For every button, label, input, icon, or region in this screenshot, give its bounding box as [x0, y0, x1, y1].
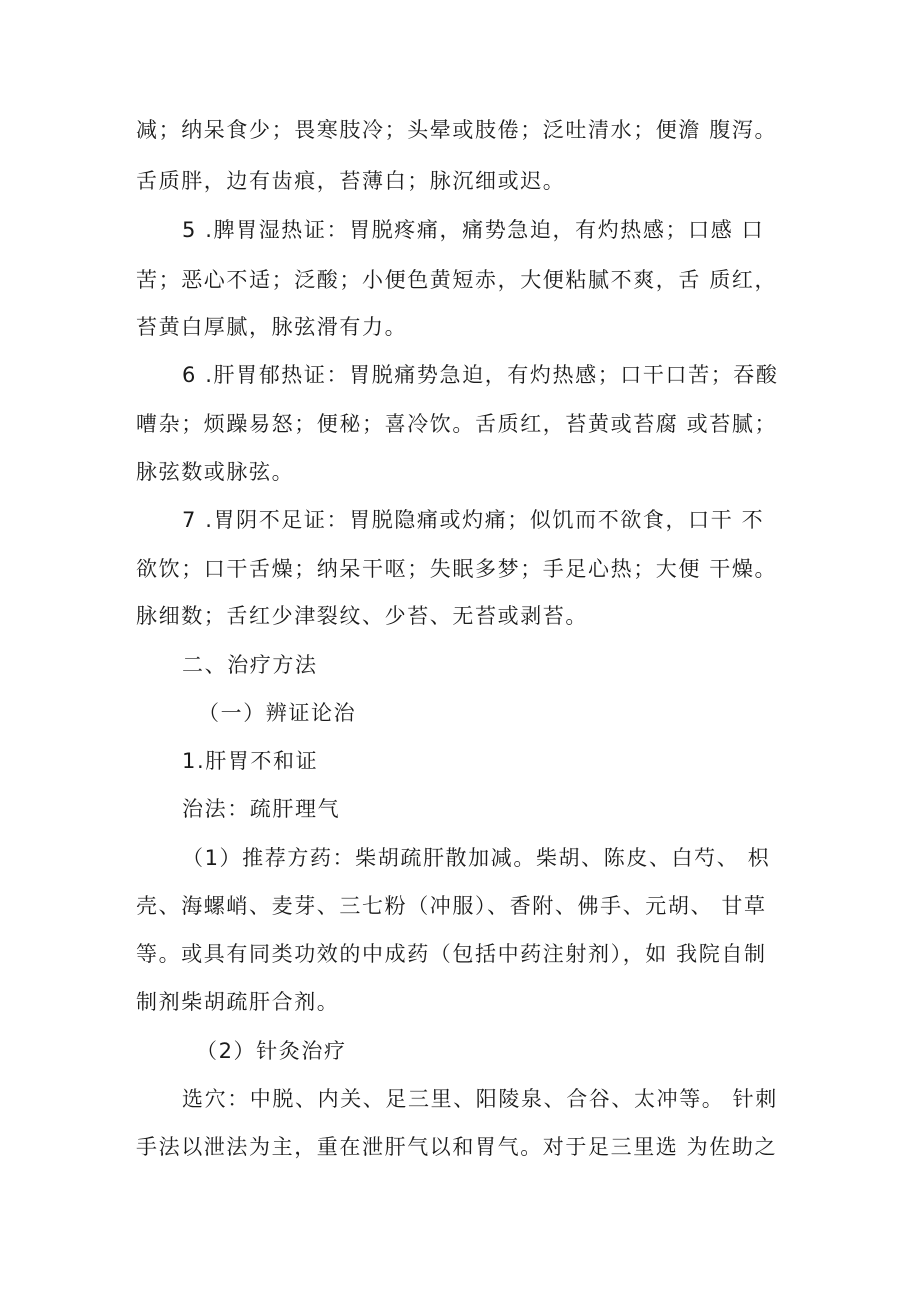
- text-line: 5 .脾胃湿热证：胃脱疼痛，痛势急迫，有灼热感；口感 口: [182, 218, 765, 242]
- item-heading: （2）针灸治疗: [196, 1039, 347, 1063]
- text-line: 治法：疏肝理气: [182, 797, 341, 821]
- text-line: 减；纳呆食少；畏寒肢冷；头晕或肢倦；泛吐清水；便澹 腹泻。: [136, 118, 778, 142]
- item-heading: 1.肝胃不和证: [182, 749, 319, 773]
- text-line: 脉弦数或脉弦。: [136, 460, 295, 484]
- section-heading: 二、治疗方法: [182, 653, 318, 677]
- text-line: 嘈杂；烦躁易怒；便秘；喜冷饮。舌质红，苔黄或苔腐 或苔腻；: [136, 412, 778, 436]
- text-line: 苔黄白厚腻，脉弦滑有力。: [136, 315, 408, 339]
- text-line: 6 .肝胃郁热证：胃脱痛势急迫，有灼热感；口干口苦；吞酸: [182, 363, 779, 387]
- subsection-heading: （一）辨证论治: [198, 701, 357, 725]
- text-line: 等。或具有同类功效的中成药（包括中药注射剂），如 我院自制: [136, 942, 767, 966]
- text-line: 制剂柴胡疏肝合剂。: [136, 990, 340, 1014]
- text-line: 选穴：中脱、内关、足三里、阳陵泉、合谷、太冲等。 针刺: [182, 1087, 778, 1111]
- text-line: 脉细数；舌红少津裂纹、少苔、无苔或剥苔。: [136, 604, 588, 628]
- text-line: 7 .胃阴不足证：胃脱隐痛或灼痛；似饥而不欲食，口干 不: [182, 508, 765, 532]
- text-line: （1）推荐方药：柴胡疏肝散加减。柴胡、陈皮、白芍、 枳: [182, 846, 771, 870]
- text-line: 苦；恶心不适；泛酸；小便色黄短赤，大便粘腻不爽，舌 质红，: [136, 268, 778, 292]
- text-line: 舌质胖，边有齿痕，苔薄白；脉沉细或迟。: [136, 169, 566, 193]
- text-line: 壳、海螺峭、麦芽、三七粉（冲服）、香附、佛手、元胡、 甘草: [136, 894, 767, 918]
- text-line: 手法以泄法为主，重在泄肝气以和胃气。对于足三里选 为佐助之: [136, 1135, 778, 1159]
- text-line: 欲饮；口干舌燥；纳呆干呕；失眠多梦；手足心热；大便 干燥。: [136, 557, 778, 581]
